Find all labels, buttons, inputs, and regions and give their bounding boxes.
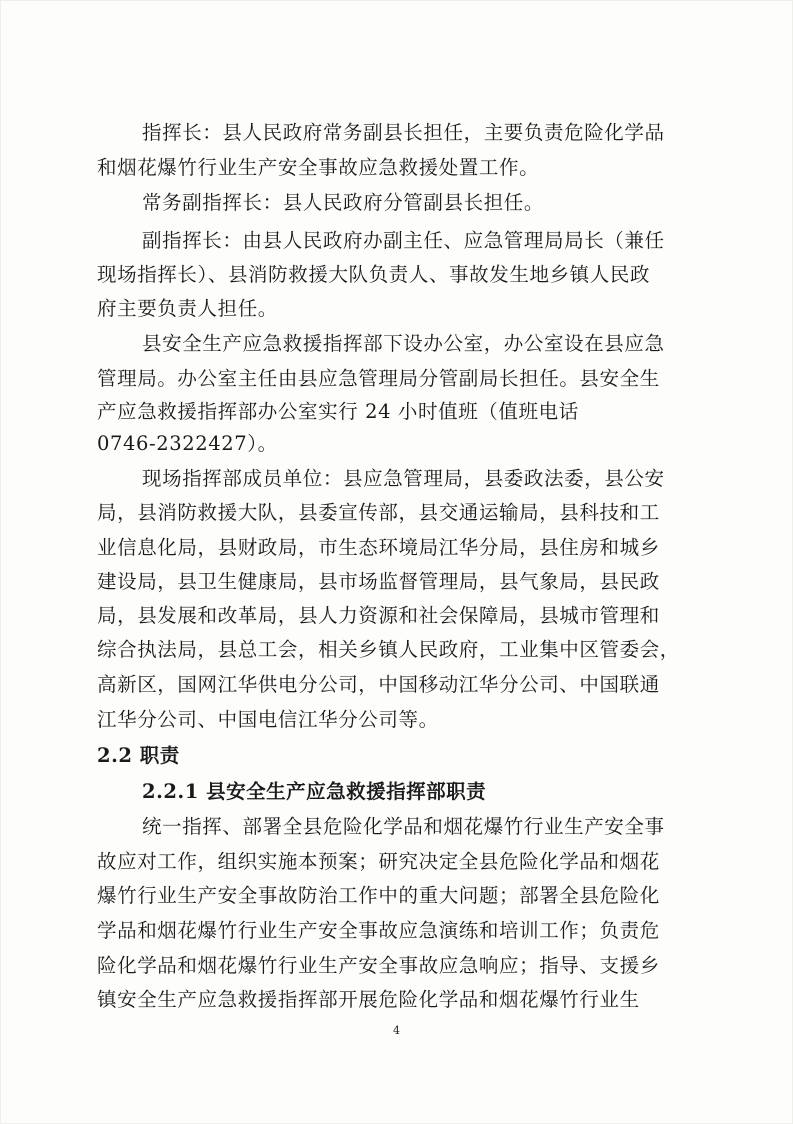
text-line: 现场指挥部成员单位：县应急管理局，县委政法委，县公安 xyxy=(142,467,665,490)
text-line: 江华分公司、中国电信江华分公司等。 xyxy=(97,708,439,731)
text-line: 高新区，国网江华供电分公司，中国移动江华分公司、中国联通 xyxy=(97,673,660,696)
text-line: 镇安全生产应急救援指挥部开展危险化学品和烟花爆竹行业生 xyxy=(97,988,640,1011)
text-line: 局，县发展和改革局，县人力资源和社会保障局，县城市管理和 xyxy=(97,604,660,627)
text-line: 副指挥长：由县人民政府办副主任、应急管理局局长（兼任 xyxy=(142,229,665,252)
text-line: 爆竹行业生产安全事故防治工作中的重大问题；部署全县危险化 xyxy=(97,884,660,907)
text-line: 险化学品和烟花爆竹行业生产安全事故应急响应；指导、支援乡 xyxy=(97,954,660,977)
text-line: 故应对工作，组织实施本预案；研究决定全县危险化学品和烟花 xyxy=(97,850,660,873)
text-line: 指挥长：县人民政府常务副县长担任，主要负责危险化学品 xyxy=(142,121,665,144)
text-line: 县安全生产应急救援指挥部下设办公室，办公室设在县应急 xyxy=(142,332,665,355)
text-line: 和烟花爆竹行业生产安全事故应急救援处置工作。 xyxy=(97,156,540,179)
text-line: 现场指挥长）、县消防救援大队负责人、事故发生地乡镇人民政 xyxy=(97,263,651,286)
text-line: 业信息化局，县财政局，市生态环境局江华分局，县住房和城乡 xyxy=(97,536,660,559)
text-line: 常务副指挥长：县人民政府分管副县长担任。 xyxy=(142,191,545,214)
text-line: 管理局。办公室主任由县应急管理局分管副局长担任。县安全生 xyxy=(97,367,660,390)
section-heading: 2.2 职责 xyxy=(97,744,180,767)
subsection-heading: 2.2.1 县安全生产应急救援指挥部职责 xyxy=(142,780,487,803)
text-line: 统一指挥、部署全县危险化学品和烟花爆竹行业生产安全事 xyxy=(142,815,665,838)
text-line: 产应急救援指挥部办公室实行 24 小时值班（值班电话 xyxy=(97,400,579,423)
text-line: 0746-2322427）。 xyxy=(97,432,278,455)
text-line: 局，县消防救援大队，县委宣传部，县交通运输局，县科技和工 xyxy=(97,501,660,524)
text-line: 学品和烟花爆竹行业生产安全事故应急演练和培训工作；负责危 xyxy=(97,919,660,942)
text-line: 建设局，县卫生健康局，县市场监督管理局，县气象局，县民政 xyxy=(97,570,660,593)
text-line: 府主要负责人担任。 xyxy=(97,297,278,320)
page-number: 4 xyxy=(393,1024,400,1037)
text-line: 综合执法局，县总工会，相关乡镇人民政府，工业集中区管委会， xyxy=(97,638,680,661)
